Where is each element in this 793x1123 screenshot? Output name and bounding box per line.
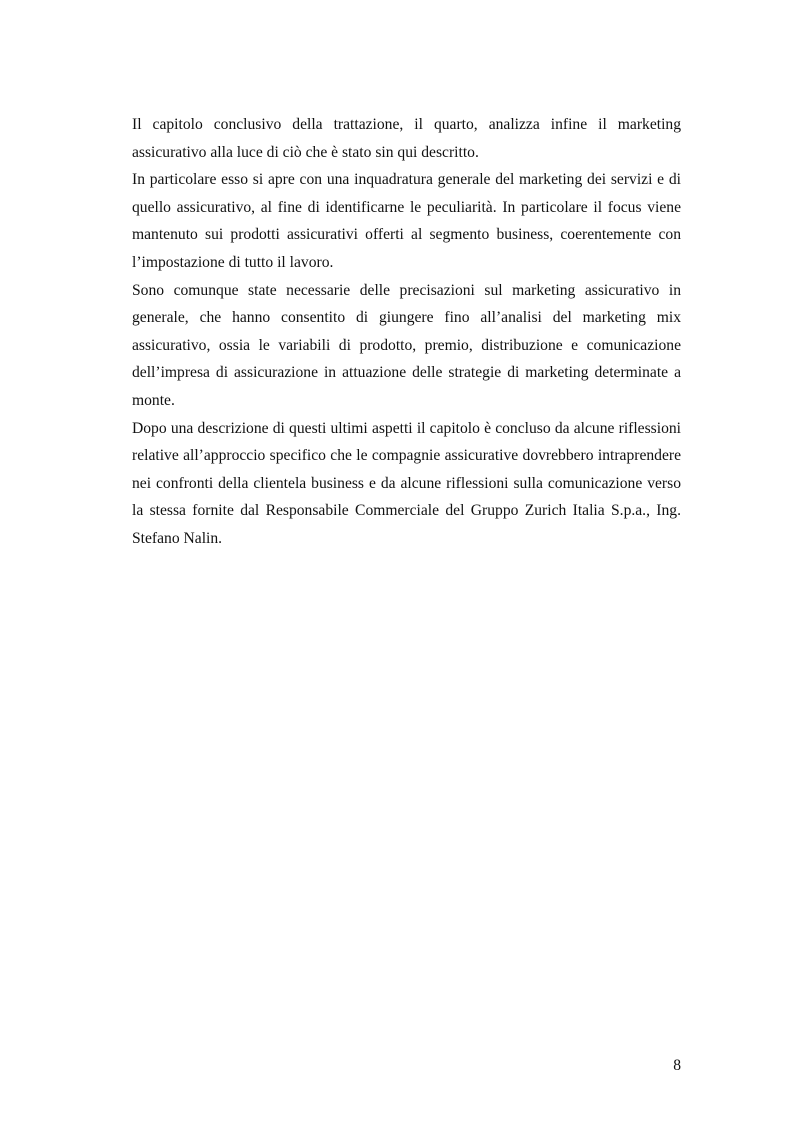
paragraph-4: Dopo una descrizione di questi ultimi aspetti il capitolo è concluso da alcune riflessioni relative all’approccio specifico che le compagnie assicurative dovrebbero intraprendere nei confronti della clientela business e da alcune riflessioni sulla comunicazione verso la stessa fornite dal Responsabile Commerciale del Gruppo Zurich Italia S.p.a., Ing. Stefano Nalin. — [132, 419, 681, 547]
paragraph-3: Sono comunque state necessarie delle precisazioni sul marketing assicurativo in generale, che hanno consentito di giungere fino all’analisi del marketing mix assicurativo, ossia le variabili di prodotto, premio, distribuzione e comunicazione dell’impresa di assicurazione in attuazione delle strategie di marketing determinate a monte. — [132, 281, 681, 409]
body-text — [132, 111, 681, 553]
paragraph-1: Il capitolo conclusivo della trattazione, il quarto, analizza infine il marketing assicurativo alla luce di ciò che è stato sin qui descritto. — [132, 116, 681, 161]
page-number: 8 — [673, 1057, 681, 1074]
paragraph-2: In particolare esso si apre con una inquadratura generale del marketing dei servizi e di quello assicurativo, al fine di identificarne le peculiarità. In particolare il focus viene mantenuto sui prodotti assicurativi offerti al segmento business, coerentemente con l’impostazione di tutto il lavoro. — [132, 171, 681, 271]
